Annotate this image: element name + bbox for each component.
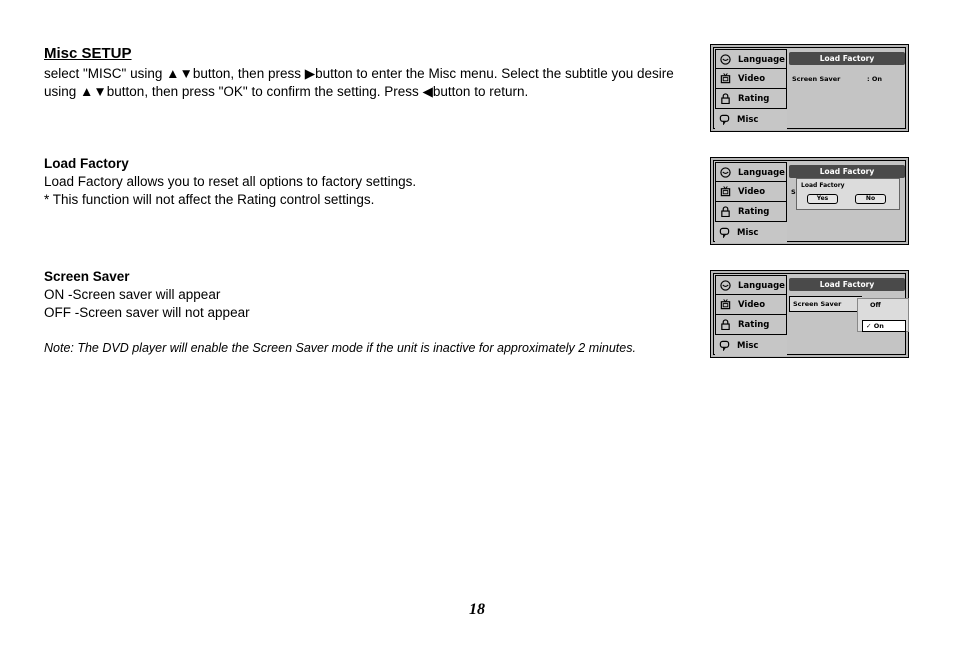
misc-text-2: button, then press	[192, 66, 305, 81]
osd-menu-item-misc: Misc	[715, 110, 787, 130]
load-factory-dialog	[796, 178, 900, 210]
page-number: 18	[469, 601, 485, 618]
no-button: No	[855, 194, 886, 204]
osd-screen-saver-value: : On	[867, 75, 883, 83]
screen-saver-item-label: Screen Saver	[793, 300, 842, 308]
osd-screen-screen-saver	[710, 270, 909, 358]
osd-menu-item-misc: Misc	[715, 336, 787, 356]
osd-title-bar: Load Factory	[789, 165, 905, 178]
osd-menu-item-misc: Misc	[715, 223, 787, 243]
right-arrow-icon: ▶	[304, 66, 316, 81]
speech-bubble-icon	[719, 114, 730, 125]
osd-menu-item-rating: Rating	[715, 89, 787, 109]
screen-saver-section	[44, 268, 699, 357]
screen-saver-panel	[789, 296, 907, 334]
osd-screen-load-factory	[710, 157, 909, 245]
tv-icon	[720, 73, 731, 84]
load-factory-section	[44, 155, 699, 209]
yes-button: Yes	[807, 194, 838, 204]
osd-menu-item-video: Video	[715, 182, 787, 202]
lock-icon	[720, 206, 731, 217]
lock-icon	[720, 319, 731, 330]
osd-menu-item-language: Language	[715, 275, 787, 295]
option-on-selected: ✓ On	[862, 320, 906, 332]
osd-menu-item-video: Video	[715, 69, 787, 89]
osd-screen-saver-label: Screen Saver	[792, 75, 841, 83]
osd-screen-misc	[710, 44, 909, 132]
misc-setup-paragraph	[44, 65, 699, 101]
tv-icon	[720, 186, 731, 197]
misc-text-5: button to return.	[432, 84, 529, 99]
osd-menu-item-language: Language	[715, 49, 787, 69]
up-arrow-icon: ▲	[80, 84, 94, 99]
osd-panel	[713, 160, 906, 242]
screen-saver-options	[857, 298, 909, 332]
load-factory-line-2: * This function will not affect the Rating control settings.	[44, 192, 375, 207]
screen-saver-off-line: OFF -Screen saver will not appear	[44, 305, 250, 320]
load-factory-heading: Load Factory	[44, 156, 129, 171]
osd-title-bar: Load Factory	[789, 278, 905, 291]
osd-partial-label: S	[791, 188, 796, 196]
osd-menu	[715, 49, 787, 130]
language-icon	[720, 54, 731, 65]
up-arrow-icon: ▲	[166, 66, 180, 81]
screen-saver-heading: Screen Saver	[44, 269, 130, 284]
left-arrow-icon: ◀	[422, 84, 433, 99]
osd-menu	[715, 275, 787, 356]
osd-menu	[715, 162, 787, 243]
misc-setup-heading: Misc SETUP	[44, 45, 132, 62]
lock-icon	[720, 93, 731, 104]
speech-bubble-icon	[719, 227, 730, 238]
language-icon	[720, 280, 731, 291]
down-arrow-icon: ▼	[93, 84, 107, 99]
load-factory-line-1: Load Factory allows you to reset all options to factory settings.	[44, 174, 417, 189]
misc-text-4: button, then press "OK" to confirm the setting. Press	[106, 84, 423, 99]
speech-bubble-icon	[719, 340, 730, 351]
osd-menu-item-rating: Rating	[715, 202, 787, 222]
dialog-title: Load Factory	[801, 182, 845, 189]
misc-setup-section	[44, 45, 699, 101]
osd-menu-item-rating: Rating	[715, 315, 787, 335]
tv-icon	[720, 299, 731, 310]
down-arrow-icon: ▼	[179, 66, 193, 81]
screen-saver-item	[789, 296, 862, 312]
misc-text-1: select "MISC" using	[44, 66, 167, 81]
misc-text-3: button to enter the Misc menu. Select the subtitle you desire using	[44, 66, 674, 99]
screen-saver-note: Note: The DVD player will enable the Screen Saver mode if the unit is inactive for approximately 2 minutes.	[44, 341, 636, 355]
osd-panel	[713, 47, 906, 129]
screen-saver-on-line: ON -Screen saver will appear	[44, 287, 221, 302]
osd-title-bar: Load Factory	[789, 52, 905, 65]
option-off: Off	[870, 301, 881, 309]
language-icon	[720, 167, 731, 178]
osd-menu-item-language: Language	[715, 162, 787, 182]
osd-panel	[713, 273, 906, 355]
osd-menu-item-video: Video	[715, 295, 787, 315]
